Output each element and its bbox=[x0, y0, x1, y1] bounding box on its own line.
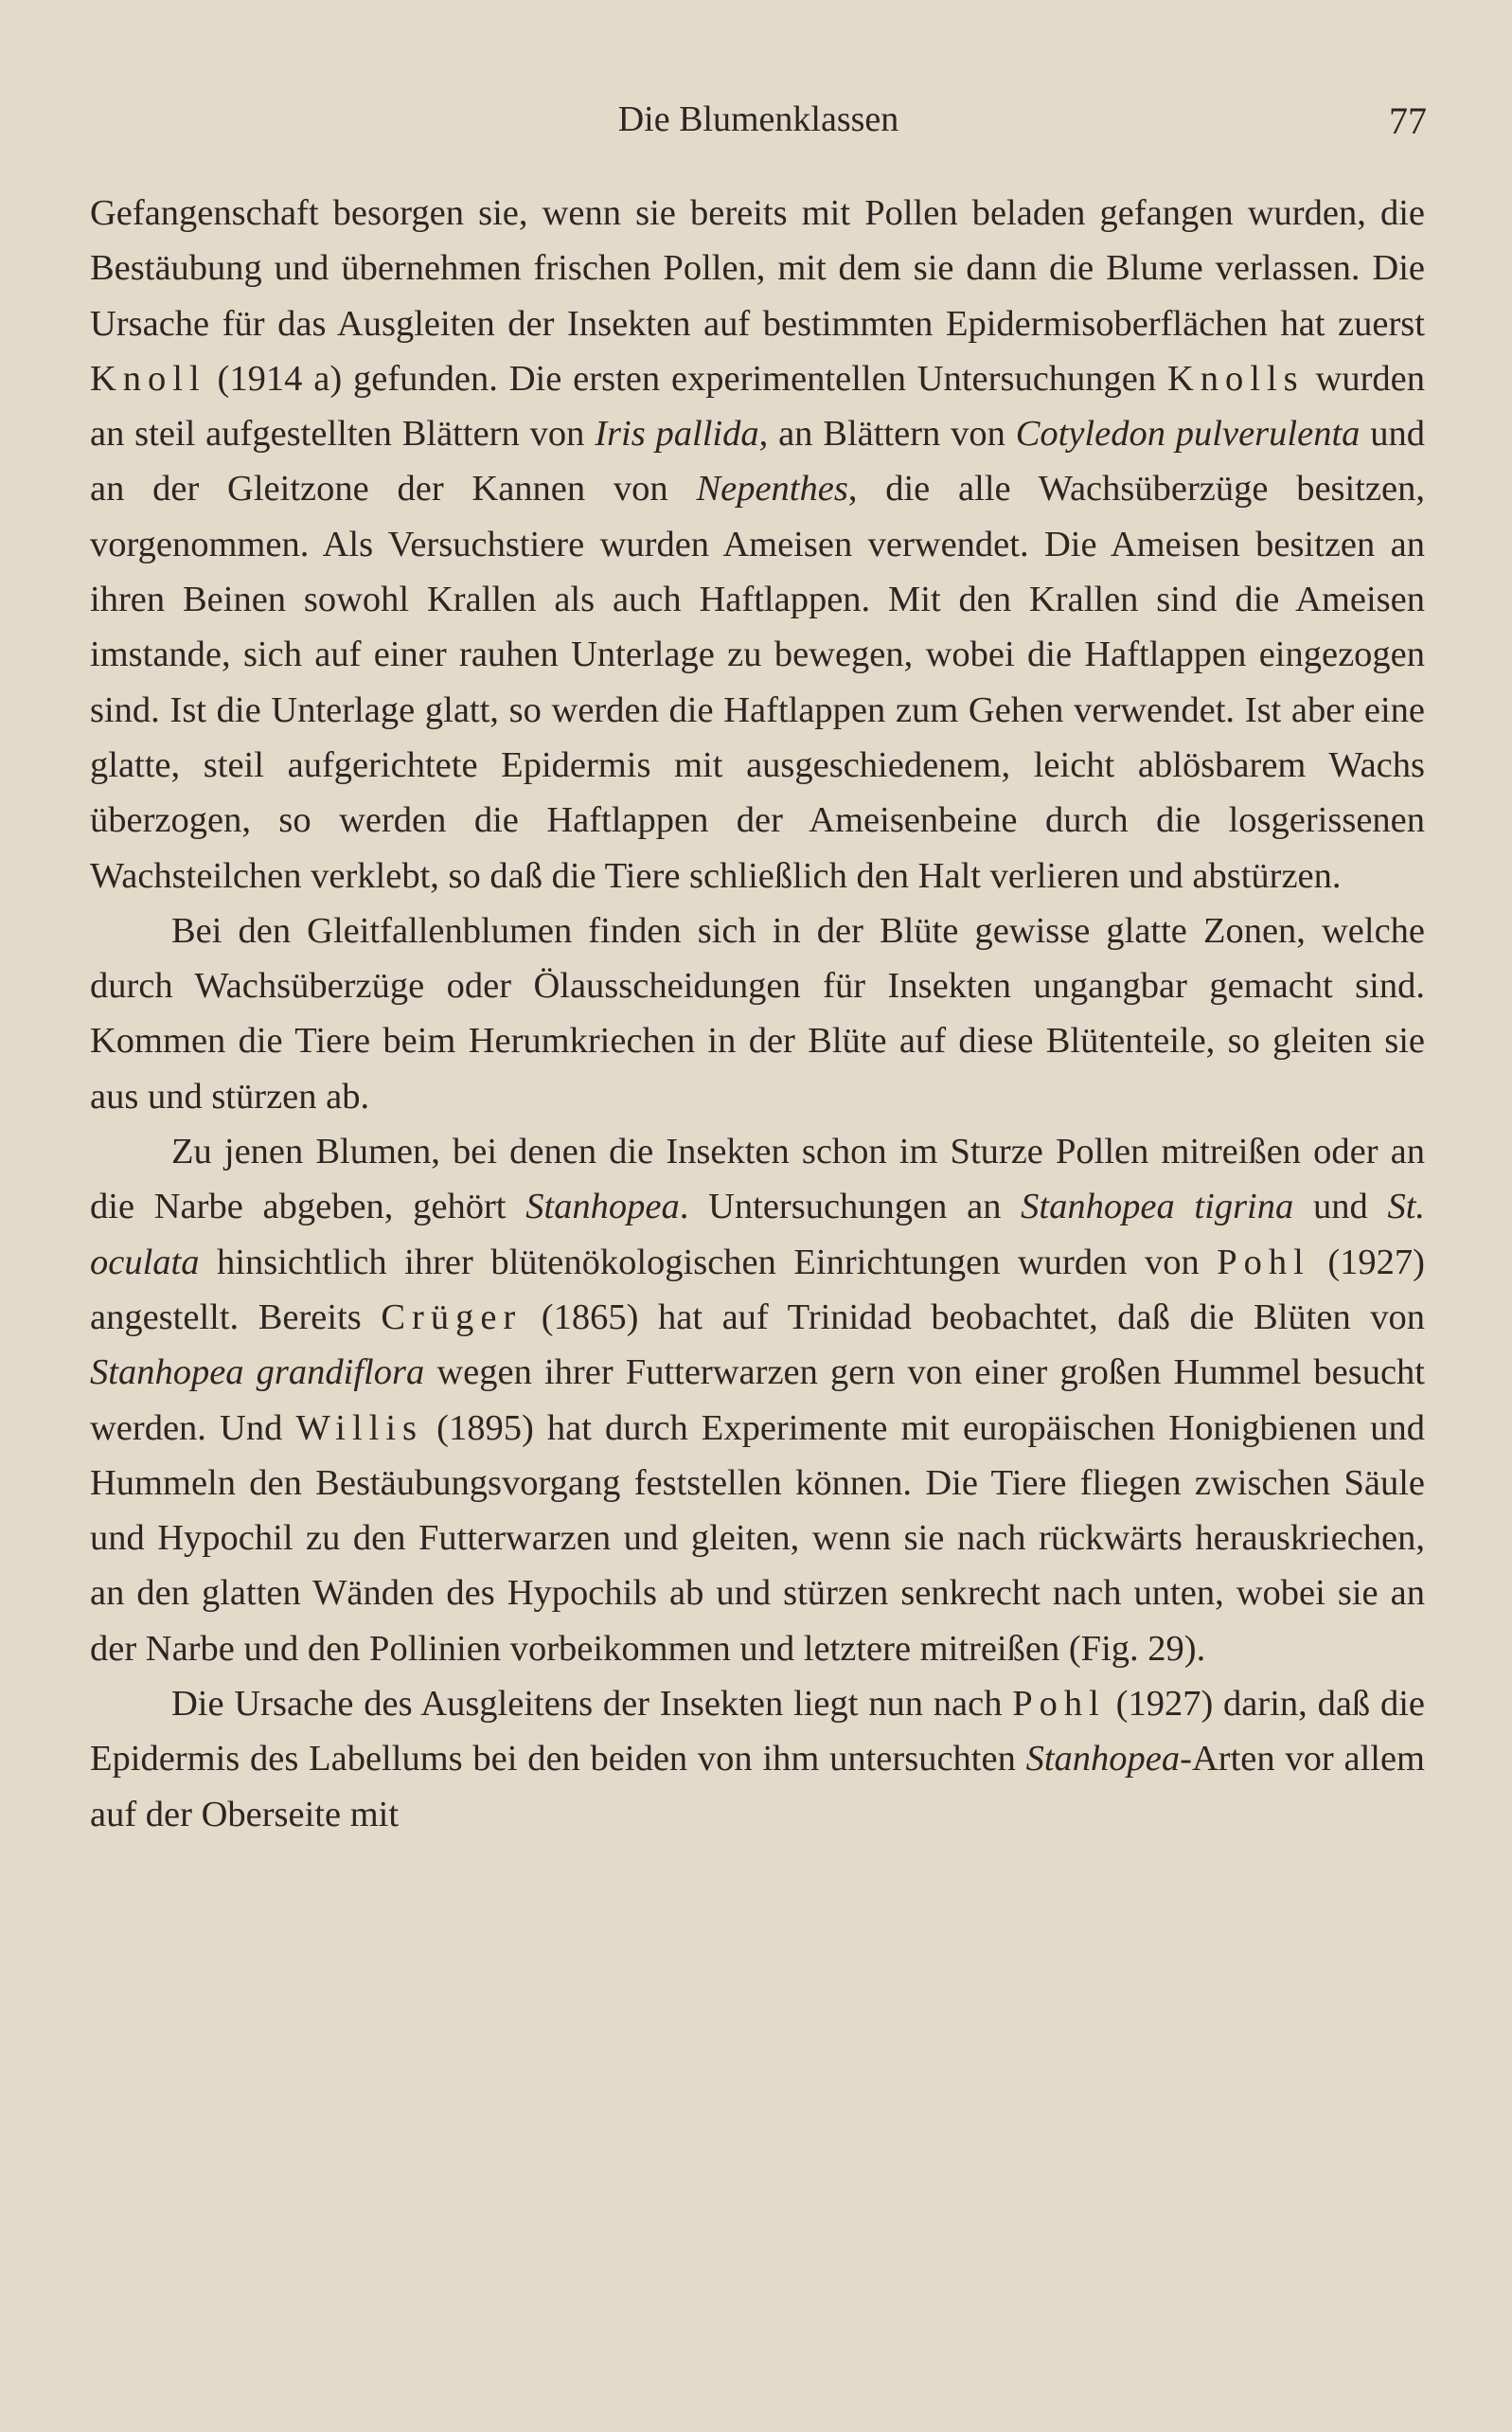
paragraph-3 bbox=[90, 1124, 1425, 1676]
text-span: (1865) hat auf Trinidad beobachtet, daß die Blüten von bbox=[522, 1296, 1425, 1337]
text-span: und bbox=[1293, 1187, 1388, 1227]
text-span: . Untersuchungen an bbox=[679, 1187, 1022, 1227]
paragraph-4 bbox=[90, 1676, 1425, 1842]
running-title: Die Blumenklassen bbox=[617, 99, 899, 139]
author-name: Willis bbox=[295, 1407, 424, 1448]
author-name: Knolls bbox=[1166, 358, 1305, 399]
text-span: -Arten vor allem auf der Oberseite mit bbox=[90, 1739, 1425, 1834]
author-name: Crüger bbox=[381, 1296, 523, 1337]
species-name: Stanhopea tigrina bbox=[1021, 1187, 1294, 1227]
text-span: (1927) angestellt. Bereits bbox=[90, 1242, 1425, 1337]
text-span: , die alle Wachsüberzüge besitzen, vorgenommen. Als Versuchstiere wurden Ameisen verwendet. Die Ameisen besitzen an ihren Beinen sowohl Krallen als auch Haftlappen. Mit den Krallen sind die Ameisen imstande, sich auf einer rauhen Unterlage zu bewegen, wobei die Haftlappen eingezogen sind. Ist die Unterlage glatt, so werden die Haftlappen zum Gehen verwendet. Ist aber eine glatte, steil aufgerichtete Epidermis mit ausgeschiedenem, leicht ablösbarem Wachs überzogen, so werden die Haftlappen der Ameisenbeine durch die losgerissenen Wachsteilchen verklebt, so daß die Tiere schließlich den Halt verlieren und abstürzen. bbox=[90, 469, 1425, 896]
text-span: hinsichtlich ihrer blütenökologischen Einrichtungen wurden von bbox=[199, 1242, 1218, 1282]
running-head bbox=[90, 98, 1427, 155]
text-span: Die Ursache des Ausgleitens der Insekten liegt nun nach bbox=[171, 1684, 1013, 1725]
species-name: Stanhopea grandiflora bbox=[90, 1352, 425, 1393]
author-name: Knoll bbox=[90, 358, 206, 399]
page-number: 77 bbox=[1389, 99, 1427, 142]
text-span: Zu jenen Blumen, bei denen die Insekten schon im Sturze Pollen mitreißen oder an die Narbe abgeben, gehört bbox=[90, 1132, 1425, 1227]
text-span: Gefangenschaft besorgen sie, wenn sie bereits mit Pollen beladen gefangen wurden, die Bestäubung und übernehmen frischen Pollen, mit dem sie dann die Blume verlassen. Die Ursache für das Ausgleiten der Insekten auf bestimmten Epidermisoberflächen hat zuerst bbox=[90, 193, 1425, 344]
text-span: (1895) hat durch Experimente mit europäischen Honigbienen und Hummeln den Bestäubungsvorgang feststellen können. Die Tiere fliegen zwischen Säule und Hypochil zu den Futterwarzen und gleiten, wenn sie nach rückwärts herauskriechen, an den glatten Wänden des Hypochils ab und stürzen senkrecht nach unten, wobei sie an der Narbe und den Pollinien vorbeikommen und letztere mitreißen (Fig. 29). bbox=[90, 1407, 1425, 1669]
species-name: Stanhopea bbox=[525, 1187, 680, 1227]
text-span: wurden an steil aufgestellten Blättern von bbox=[90, 358, 1425, 455]
text-span: (1914 a) gefunden. Die ersten experimentellen Untersuchungen bbox=[205, 358, 1167, 399]
paragraph-1 bbox=[90, 186, 1425, 903]
species-name: Iris pallida bbox=[595, 414, 759, 455]
species-name: Stanhopea bbox=[1025, 1739, 1181, 1779]
author-name: Pohl bbox=[1217, 1242, 1310, 1282]
author-name: Pohl bbox=[1012, 1684, 1106, 1725]
text-span: (1927) darin, daß die Epidermis des Labellums bei den beiden von ihm untersuchten bbox=[90, 1684, 1425, 1779]
species-name: Nepenthes bbox=[696, 469, 848, 510]
body-text bbox=[90, 186, 1425, 1842]
text-span: , an Blättern von bbox=[758, 414, 1016, 455]
species-name: St. oculata bbox=[90, 1187, 1426, 1282]
text-span: wegen ihrer Futterwarzen gern von einer großen Hummel besucht werden. Und bbox=[90, 1352, 1426, 1448]
species-name: Cotyledon pulverulenta bbox=[1015, 414, 1361, 455]
paragraph-2: Bei den Gleitfallenblumen finden sich in der Blüte gewisse glatte Zonen, welche durch Wachsüberzüge oder Ölausscheidungen für Insekten ungangbar gemacht sind. Kommen die Tiere beim Herumkriechen in der Blüte auf diese Blütenteile, so gleiten sie aus und stürzen ab. bbox=[90, 910, 1425, 1117]
text-span: und an der Gleitzone der Kannen von bbox=[90, 414, 1425, 510]
